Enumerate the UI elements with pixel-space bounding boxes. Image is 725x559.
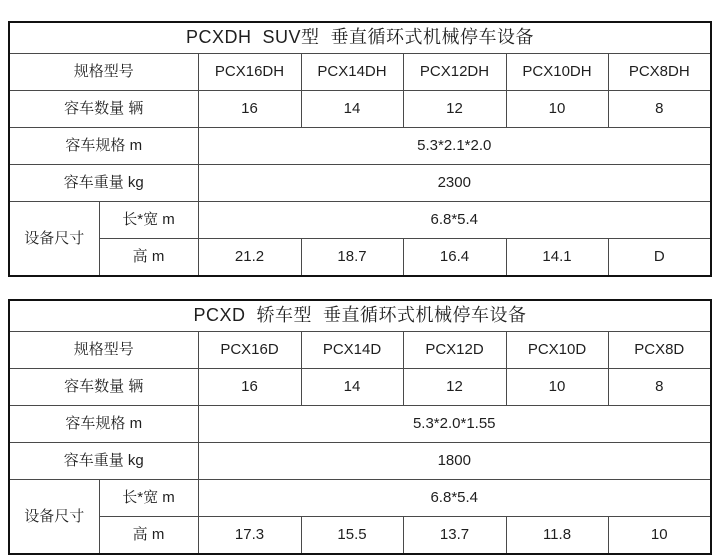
table-row [9,22,711,54]
capacity-value: 16 [198,369,301,406]
height-value: 14.1 [506,239,608,277]
car-size-label: 容车规格 m [9,406,198,443]
height-value: 21.2 [198,239,301,277]
table-row [9,239,711,277]
table-row [9,332,711,369]
model-name: PCX14DH [301,54,403,91]
capacity-label: 容车数量 辆 [9,91,198,128]
height-label: 高 m [99,517,198,555]
length-width-value: 6.8*5.4 [198,202,711,239]
table-row [9,480,711,517]
model-name: PCX8DH [608,54,711,91]
table-row [9,443,711,480]
height-value: 10 [608,517,711,555]
model-name: PCX12D [403,332,506,369]
car-size-label: 容车规格 m [9,128,198,165]
length-width-label: 长*宽 m [99,480,198,517]
model-name: PCX10DH [506,54,608,91]
table-title: PCXD 轿车型 垂直循环式机械停车设备 [9,300,711,332]
car-weight-value: 2300 [198,165,711,202]
model-name: PCX16DH [198,54,301,91]
capacity-value: 12 [403,369,506,406]
table-row [9,406,711,443]
car-weight-label: 容车重量 kg [9,443,198,480]
device-size-label: 设备尺寸 [9,480,99,555]
model-name: PCX14D [301,332,403,369]
table-row [9,128,711,165]
capacity-value: 10 [506,91,608,128]
model-name: PCX8D [608,332,711,369]
height-value: D [608,239,711,277]
height-value: 17.3 [198,517,301,555]
capacity-label: 容车数量 辆 [9,369,198,406]
model-name: PCX16D [198,332,301,369]
table-row [9,202,711,239]
capacity-value: 12 [403,91,506,128]
table-row [9,369,711,406]
height-value: 15.5 [301,517,403,555]
table-row [9,165,711,202]
sedan-spec-table [8,299,712,555]
capacity-value: 14 [301,369,403,406]
table-title: PCXDH SUV型 垂直循环式机械停车设备 [9,22,711,54]
car-weight-label: 容车重量 kg [9,165,198,202]
model-name: PCX10D [506,332,608,369]
suv-spec-table [8,21,712,277]
car-weight-value: 1800 [198,443,711,480]
table-row [9,54,711,91]
capacity-value: 8 [608,91,711,128]
table-row [9,300,711,332]
capacity-value: 16 [198,91,301,128]
height-value: 18.7 [301,239,403,277]
model-name: PCX12DH [403,54,506,91]
capacity-value: 10 [506,369,608,406]
height-value: 13.7 [403,517,506,555]
height-label: 高 m [99,239,198,277]
car-size-value: 5.3*2.1*2.0 [198,128,711,165]
capacity-value: 14 [301,91,403,128]
spec-label: 规格型号 [9,54,198,91]
table-row [9,517,711,555]
spec-label: 规格型号 [9,332,198,369]
device-size-label: 设备尺寸 [9,202,99,277]
length-width-value: 6.8*5.4 [198,480,711,517]
table-row [9,91,711,128]
height-value: 16.4 [403,239,506,277]
length-width-label: 长*宽 m [99,202,198,239]
height-value: 11.8 [506,517,608,555]
capacity-value: 8 [608,369,711,406]
car-size-value: 5.3*2.0*1.55 [198,406,711,443]
